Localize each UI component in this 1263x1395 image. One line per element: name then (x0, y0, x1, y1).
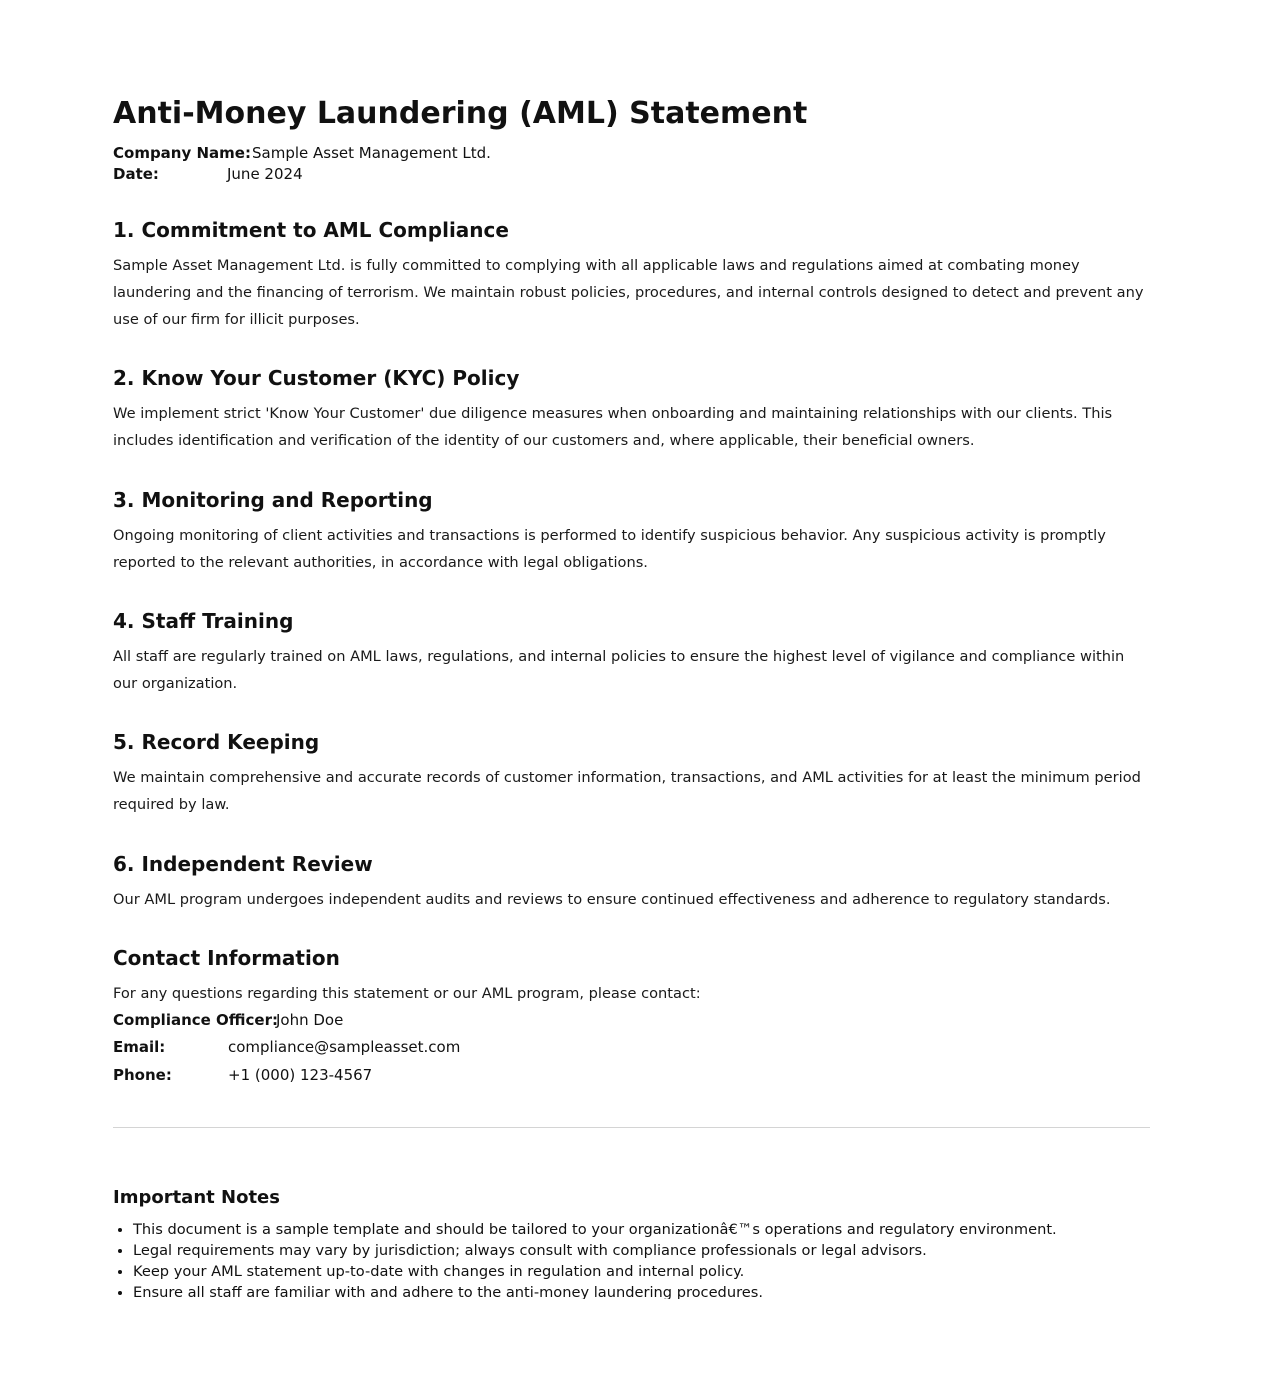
contact-heading: Contact Information (113, 946, 340, 970)
phone-label: Phone: (113, 1066, 172, 1084)
compliance-officer-row (113, 1009, 343, 1031)
phone-value: +1 (000) 123-4567 (228, 1066, 373, 1084)
date-row (113, 164, 303, 185)
company-name-value: Sample Asset Management Ltd. (252, 144, 491, 162)
list-item: • This document is a sample template and should be tailored to your organizationâ€™s operations and regulatory environment. (133, 1219, 1150, 1240)
list-item: • Legal requirements may vary by jurisdiction; always consult with compliance professionals or legal advisors. (133, 1240, 1150, 1261)
list-item: • Ensure all staff are familiar with and adhere to the anti-money laundering procedures. (133, 1282, 1150, 1299)
section-body-review: Our AML program undergoes independent audits and reviews to ensure continued effectiveness and adherence to regulatory standards. (113, 891, 1111, 908)
email-row (113, 1036, 460, 1058)
email-value[interactable]: compliance@sampleasset.com (228, 1038, 461, 1056)
section-heading-review: 6. Independent Review (113, 852, 373, 876)
section-heading-commitment: 1. Commitment to AML Compliance (113, 218, 509, 242)
important-notes-list (113, 1219, 1150, 1299)
list-item: • Keep your AML statement up-to-date with changes in regulation and internal policy. (133, 1261, 1150, 1282)
section-heading-records: 5. Record Keeping (113, 730, 320, 754)
section-body-kyc: We implement strict 'Know Your Customer' due diligence measures when onboarding and maintaining relationships with our clients. This includes identification and verification of the identity of our customers and, where applicable, their beneficial owners. (113, 405, 1113, 449)
section-divider (113, 1127, 1150, 1128)
date-value: June 2024 (227, 165, 303, 183)
compliance-officer-value: John Doe (276, 1011, 344, 1029)
compliance-officer-label: Compliance Officer: (113, 1011, 278, 1029)
date-label: Date: (113, 165, 159, 183)
email-label: Email: (113, 1038, 166, 1056)
section-heading-kyc: 2. Know Your Customer (KYC) Policy (113, 366, 520, 390)
document-title: Anti-Money Laundering (AML) Statement (113, 96, 808, 131)
section-body-monitoring: Ongoing monitoring of client activities and transactions is performed to identify suspicious behavior. Any suspicious activity is promptly reported to the relevant authorities, in accordance with legal obligations. (113, 527, 1106, 571)
company-name-label: Company Name: (113, 144, 251, 162)
section-heading-monitoring: 3. Monitoring and Reporting (113, 488, 433, 512)
section-body-training: All staff are regularly trained on AML laws, regulations, and internal policies to ensure the highest level of vigilance and compliance within our organization. (113, 648, 1125, 692)
company-name-row (113, 143, 491, 164)
section-body-records: We maintain comprehensive and accurate records of customer information, transactions, and AML activities for at least the minimum period required by law. (113, 769, 1141, 813)
contact-intro: For any questions regarding this statement or our AML program, please contact: (113, 985, 701, 1002)
section-body-commitment: Sample Asset Management Ltd. is fully committed to complying with all applicable laws and regulations aimed at combating money laundering and the financing of terrorism. We maintain robust policies, procedures, and internal controls designed to detect and prevent any use of our firm for illicit purposes. (113, 257, 1144, 328)
important-notes-heading: Important Notes (113, 1187, 280, 1208)
section-heading-training: 4. Staff Training (113, 609, 294, 633)
phone-row (113, 1064, 372, 1086)
